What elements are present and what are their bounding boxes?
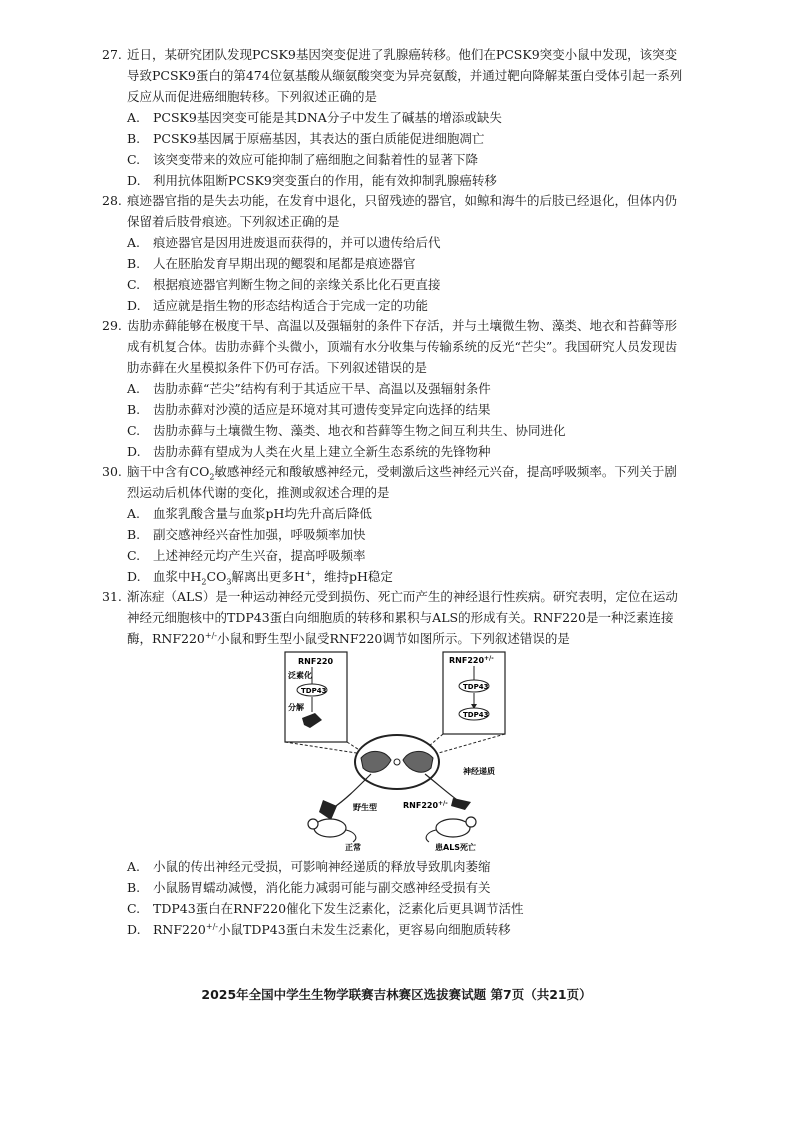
right-tdp43-label-2: TDP43 xyxy=(463,711,489,719)
option-c: C. 上述神经元均产生兴奋，提高呼吸频率 xyxy=(127,548,366,563)
left-muscle-icon xyxy=(319,800,337,820)
option-a: A. PCSK9基因突变可能是其DNA分子中发生了碱基的增添或缺失 xyxy=(127,110,502,125)
question-28 xyxy=(102,190,687,316)
question-stem: 齿肋赤藓能够在极度干旱、高温以及强辐射的条件下存活，并与土壤微生物、藻类、地衣和苔藓等形成有机复合体。齿肋赤藓个头微小，顶端有水分收集与传输系统的反光“芒尖”。我国研究人员发现齿肋赤藓在火星模拟条件下仍可存活。下列叙述错误的是 xyxy=(127,318,678,375)
question-number: 29. xyxy=(102,318,122,333)
left-rnf220-label: RNF220 xyxy=(298,657,334,666)
option-a: A. 小鼠的传出神经元受损，可影响神经递质的释放导致肌肉萎缩 xyxy=(127,859,491,874)
option-c: C. 齿肋赤藓与土壤微生物、藻类、地衣和苔藓等生物之间互利共生、协同进化 xyxy=(127,423,566,438)
left-tdp43-label: TDP43 xyxy=(301,687,327,695)
als-mouse-icon xyxy=(426,817,476,842)
option-b: B. PCSK9基因属于原癌基因，其表达的蛋白质能促进细胞凋亡 xyxy=(127,131,485,146)
degradation-label: 分解 xyxy=(288,703,304,712)
question-27 xyxy=(102,44,687,191)
page-footer: 2025年全国中学生生物学联赛吉林赛区选拔赛试题 第7页（共21页） xyxy=(201,987,592,1002)
rnf220-regulation-figure xyxy=(275,650,520,855)
option-d: D. 血浆中$H_2CO_3$解离出更多H+，维持pH稳定 xyxy=(127,568,393,587)
option-c: C. 该突变带来的效应可能抑制了癌细胞之间黏着性的显著下降 xyxy=(127,152,479,167)
option-c: C. TDP43蛋白在RNF220催化下发生泛素化，泛素化后更具调节活性 xyxy=(127,901,524,916)
wild-type-label: 野生型 xyxy=(353,803,377,812)
als-death-label: 患ALS死亡 xyxy=(435,843,477,852)
option-d: D. 适应就是指生物的形态结构适合于完成一定的功能 xyxy=(127,298,429,313)
option-d: D. RNF220+/-小鼠TDP43蛋白未发生泛素化，更容易向细胞质转移 xyxy=(127,921,511,937)
ubiquitination-label: 泛素化 xyxy=(288,671,312,680)
question-number: 28. xyxy=(102,193,122,208)
right-muscle-icon xyxy=(451,798,471,810)
question-stem: 脑干中含有$CO_2$敏感神经元和酸敏感神经元，受刺激后这些神经元兴奋，提高呼吸频率。下列关于剧烈运动后机体代谢的变化，推测或叙述合理的是 xyxy=(127,464,677,500)
question-stem: 渐冻症（ALS）是一种运动神经元受到损伤、死亡而产生的神经退行性疾病。研究表明，定位在运动神经元细胞核中的TDP43蛋白向细胞质的转移和累积与ALS的形成有关。RNF220是一种泛素连接酶，RNF220+/-小鼠和野生型小鼠受RNF220调节如图所示。下列叙述错误的是 xyxy=(127,589,678,646)
question-number: 30. xyxy=(102,464,122,479)
question-30 xyxy=(102,461,687,587)
normal-mouse-icon xyxy=(308,819,356,842)
question-31-options xyxy=(127,856,687,940)
option-d: D. 利用抗体阻断PCSK9突变蛋白的作用，能有效抑制乳腺癌转移 xyxy=(127,173,497,188)
right-tdp43-label-1: TDP43 xyxy=(463,683,489,691)
question-29 xyxy=(102,315,687,462)
option-c: C. 根据痕迹器官判断生物之间的亲缘关系比化石更直接 xyxy=(127,277,441,292)
neurotransmitter-label: 神经递质 xyxy=(463,767,495,776)
normal-label: 正常 xyxy=(345,843,361,852)
option-b: B. 齿肋赤藓对沙漠的适应是环境对其可遗传变异定向选择的结果 xyxy=(127,402,491,417)
option-d: D. 齿肋赤藓有望成为人类在火星上建立全新生态系统的先锋物种 xyxy=(127,444,491,459)
question-stem: 近日，某研究团队发现PCSK9基因突变促进了乳腺癌转移。他们在PCSK9突变小鼠中发现，该突变导致PCSK9蛋白的第474位氨基酸从缬氨酸突变为异亮氨酸，并通过靶向降解某蛋白受体引起一系列反应从而促进癌细胞转移。下列叙述正确的是 xyxy=(127,47,683,104)
question-number: 27. xyxy=(102,47,122,62)
mutant-mouse-label: RNF220+/- xyxy=(403,800,448,810)
question-stem: 痕迹器官指的是失去功能，在发育中退化，只留残迹的器官，如鲸和海牛的后肢已经退化，但体内仍保留着后肢骨痕迹。下列叙述正确的是 xyxy=(127,193,678,229)
question-31 xyxy=(102,586,687,649)
option-a: A. 痕迹器官是因用进废退而获得的，并可以遗传给后代 xyxy=(127,235,441,250)
option-b: B. 人在胚胎发育早期出现的鳃裂和尾都是痕迹器官 xyxy=(127,256,416,271)
option-a: A. 齿肋赤藓“芒尖”结构有利于其适应干旱、高温以及强辐射条件 xyxy=(127,381,491,396)
option-b: B. 副交感神经兴奋性加强，呼吸频率加快 xyxy=(127,527,366,542)
option-a: A. 血浆乳酸含量与血浆pH均先升高后降低 xyxy=(127,506,372,521)
option-b: B. 小鼠肠胃蠕动减慢，消化能力减弱可能与副交感神经受损有关 xyxy=(127,880,491,895)
question-number: 31. xyxy=(102,589,122,604)
right-rnf220-label: RNF220+/- xyxy=(449,655,494,665)
